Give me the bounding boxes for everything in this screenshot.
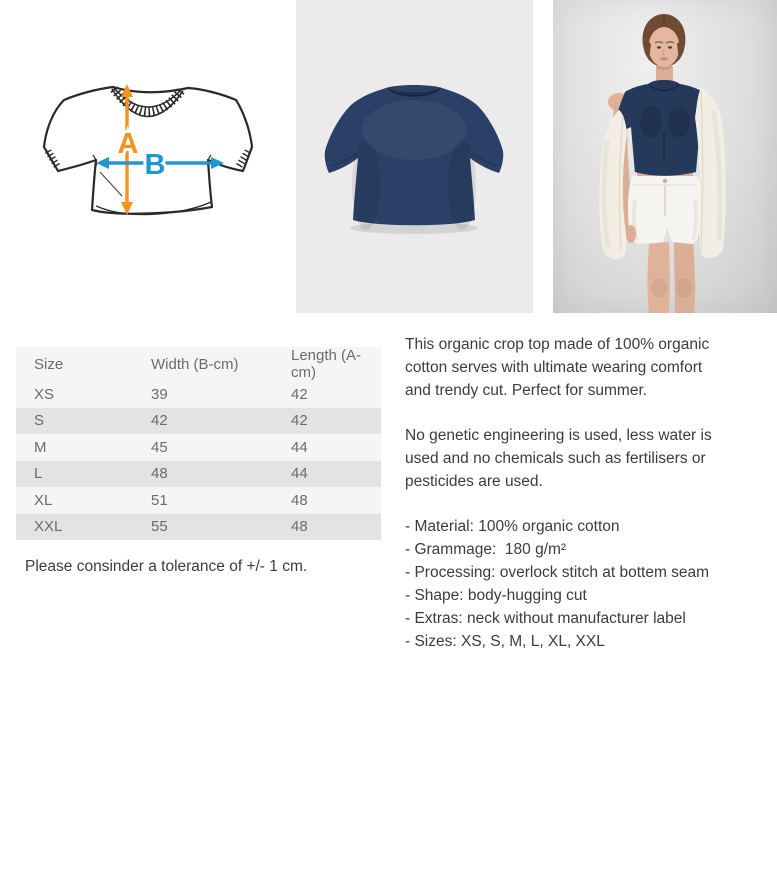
size-cell: M: [34, 438, 47, 456]
length-cell: 44: [291, 465, 308, 483]
table-row: [16, 434, 381, 461]
width-cell: 55: [151, 518, 168, 536]
measurement-diagram: [0, 0, 296, 313]
width-cell: 48: [151, 465, 168, 483]
size-cell: L: [34, 465, 43, 483]
length-label: A: [117, 128, 139, 160]
size-chart-table: [16, 347, 381, 540]
column-header-size: Size: [16, 347, 151, 381]
spec-item: - Material: 100% organic cotton: [405, 518, 620, 535]
shorts-button: [663, 179, 667, 183]
description-paragraph-2: [405, 424, 773, 493]
column-header-length: Length (A-cm): [291, 347, 381, 381]
size-cell: XS: [34, 385, 55, 403]
width-cell: 45: [151, 438, 168, 456]
width-label: B: [144, 149, 166, 181]
spec-item: - Grammage: 180 g/m²: [405, 541, 567, 558]
description-line: used and no chemicals such as fertilisers or: [405, 450, 706, 467]
description-line: pesticides are used.: [405, 473, 543, 490]
table-row: [16, 514, 381, 541]
length-cell: 48: [291, 518, 308, 536]
spec-item: - Shape: body-hugging cut: [405, 587, 587, 604]
width-cell: 39: [151, 385, 168, 403]
table-row: [16, 461, 381, 488]
width-cell: 51: [151, 491, 168, 509]
length-cell: 42: [291, 412, 308, 430]
product-photo-model: [553, 0, 777, 313]
model-wearing-crop-top-image: [553, 0, 777, 313]
width-cell: 42: [151, 412, 168, 430]
product-photo-flat: [296, 0, 533, 313]
length-cell: 48: [291, 491, 308, 509]
size-chart-header-row: [16, 347, 381, 381]
size-cell: S: [34, 412, 45, 430]
description-paragraph-1: [405, 333, 773, 402]
tolerance-note: Please consinder a tolerance of +/- 1 cm.: [25, 558, 308, 575]
spec-item: - Extras: neck without manufacturer label: [405, 610, 686, 627]
length-cell: 42: [291, 385, 308, 403]
length-cell: 44: [291, 438, 308, 456]
model-face: [649, 27, 680, 67]
size-cell: XL: [34, 491, 53, 509]
table-row: [16, 408, 381, 435]
spec-list: [405, 515, 773, 653]
navy-crop-top-flat-image: [296, 0, 533, 313]
spec-item: - Processing: overlock stitch at bottem seam: [405, 564, 710, 581]
size-cell: XXL: [34, 518, 63, 536]
size-chart-body: [16, 381, 381, 540]
product-description: [405, 333, 773, 653]
model-legs: [648, 242, 670, 313]
description-line: and trendy cut. Perfect for summer.: [405, 382, 648, 399]
crop-top-measurement-illustration: [0, 0, 296, 313]
description-line: cotton serves with ultimate wearing comfort: [405, 359, 703, 376]
spec-item: - Sizes: XS, S, M, L, XL, XXL: [405, 633, 605, 650]
description-line: No genetic engineering is used, less water is: [405, 427, 712, 444]
description-line: This organic crop top made of 100% organic: [405, 336, 710, 353]
table-row: [16, 487, 381, 514]
column-header-width: Width (B-cm): [151, 347, 291, 381]
table-row: [16, 381, 381, 408]
